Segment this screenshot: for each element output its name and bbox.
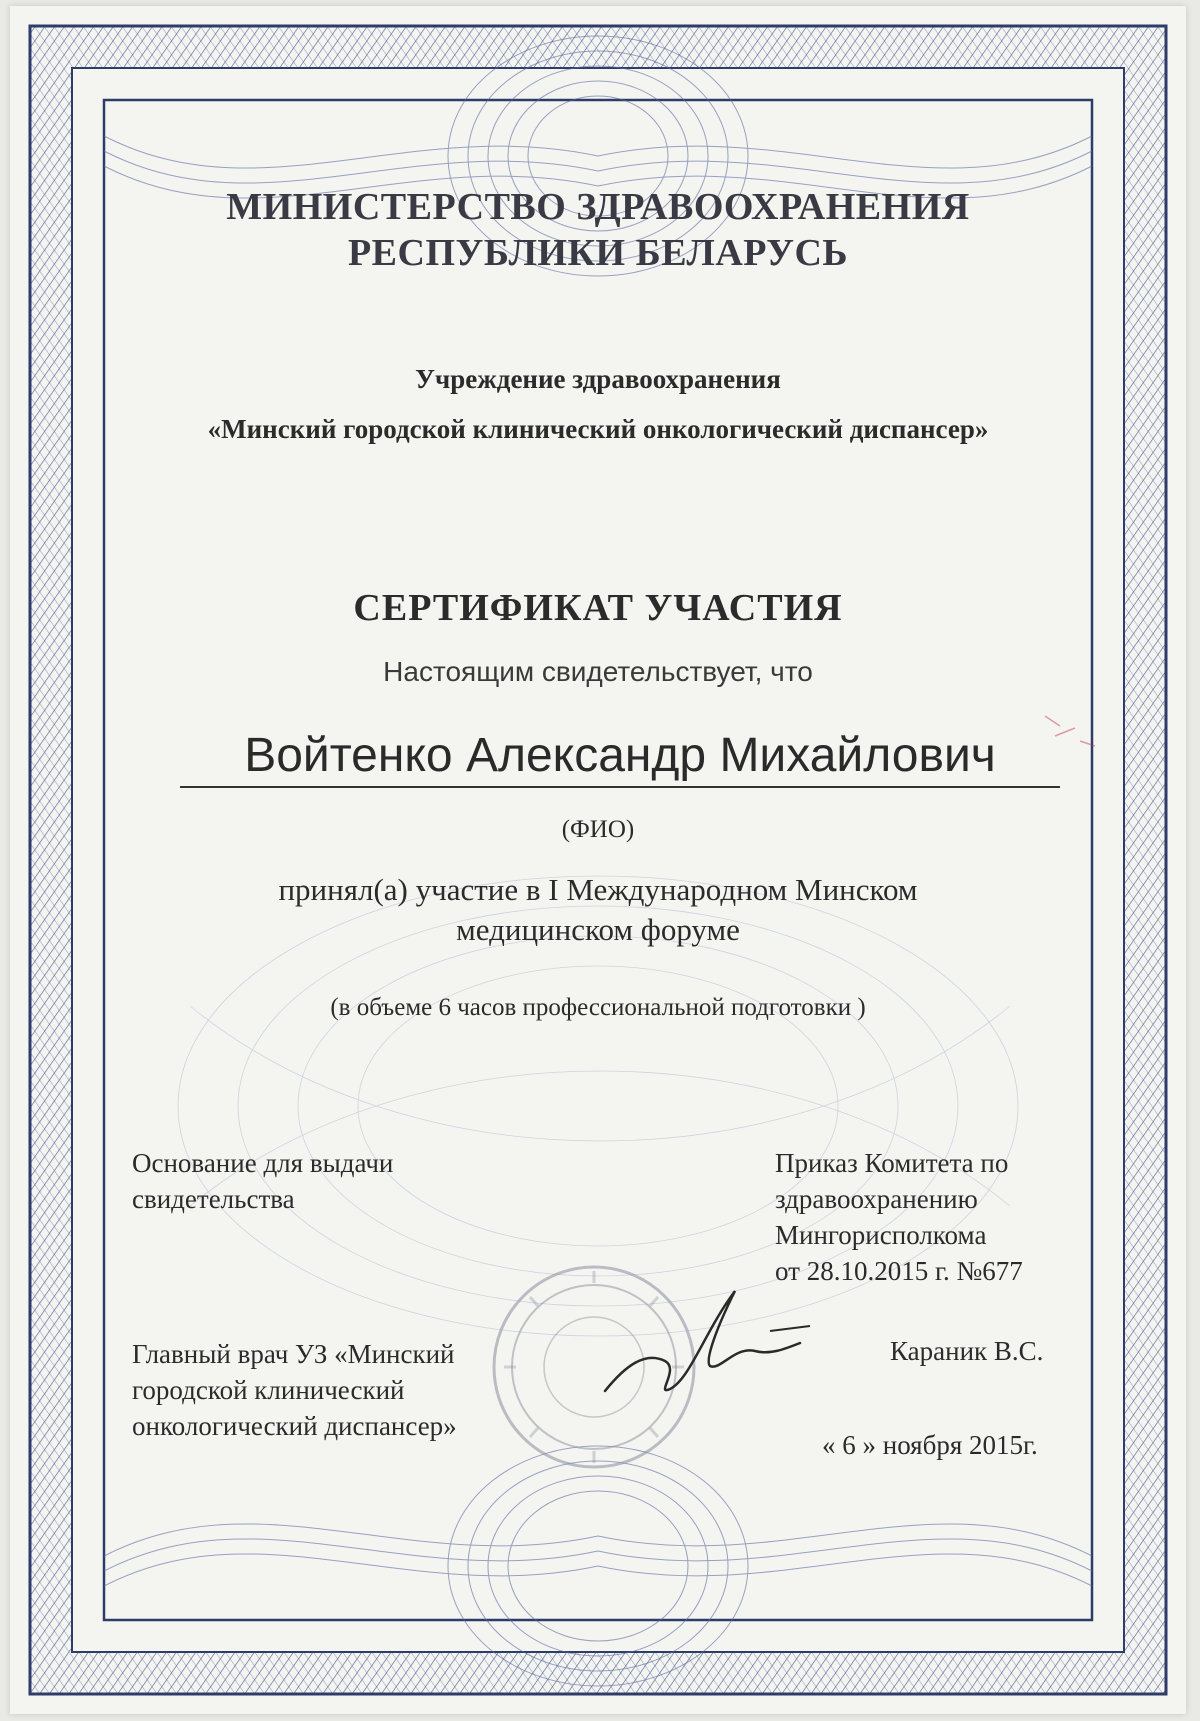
- handwritten-signature: [595, 1271, 825, 1421]
- certificate-title: СЕРТИФИКАТ УЧАСТИЯ: [353, 587, 843, 629]
- participation-line-1: принял(а) участие в I Международном Минском: [278, 872, 918, 907]
- red-ink-mark: [1040, 706, 1100, 756]
- order-reference: [775, 1145, 1023, 1289]
- basis-label: Основание для выдачи свидетельства: [132, 1148, 394, 1214]
- ministry-line-2: РЕСПУБЛИКИ БЕЛАРУСЬ: [347, 232, 849, 274]
- hours-note: (в объеме 6 часов профессиональной подготовки ): [330, 994, 866, 1021]
- signer-name: Караник В.С.: [890, 1336, 1044, 1366]
- position-line-1: Главный врач УЗ «Минский: [132, 1339, 455, 1369]
- order-line-1: Приказ Комитета по: [775, 1148, 1009, 1178]
- name-underline: [180, 786, 1060, 788]
- chief-position: [132, 1336, 457, 1444]
- position-line-2: городской клинический: [132, 1375, 405, 1405]
- issue-date: « 6 » ноября 2015г.: [822, 1430, 1038, 1460]
- institution-label: Учреждение здравоохранения: [415, 364, 781, 394]
- participation-line-2: медицинском форуме: [456, 912, 740, 947]
- testifies-text: Настоящим свидетельствует, что: [383, 656, 813, 687]
- order-line-2: здравоохранению: [775, 1184, 978, 1214]
- name-caption: (ФИО): [561, 816, 635, 843]
- order-line-3: Мингорисполкома: [775, 1220, 987, 1250]
- institution-name: «Минский городской клинический онкологический диспансер»: [207, 414, 989, 444]
- order-line-4: от 28.10.2015 г. №677: [775, 1256, 1023, 1286]
- ministry-line-1: МИНИСТЕРСТВО ЗДРАВООХРАНЕНИЯ: [226, 186, 970, 228]
- ministry-heading: [10, 184, 1186, 276]
- certificate-sheet: [10, 6, 1186, 1714]
- position-line-3: онкологический диспансер»: [132, 1411, 457, 1441]
- recipient-name: Войтенко Александр Михайлович: [244, 729, 996, 782]
